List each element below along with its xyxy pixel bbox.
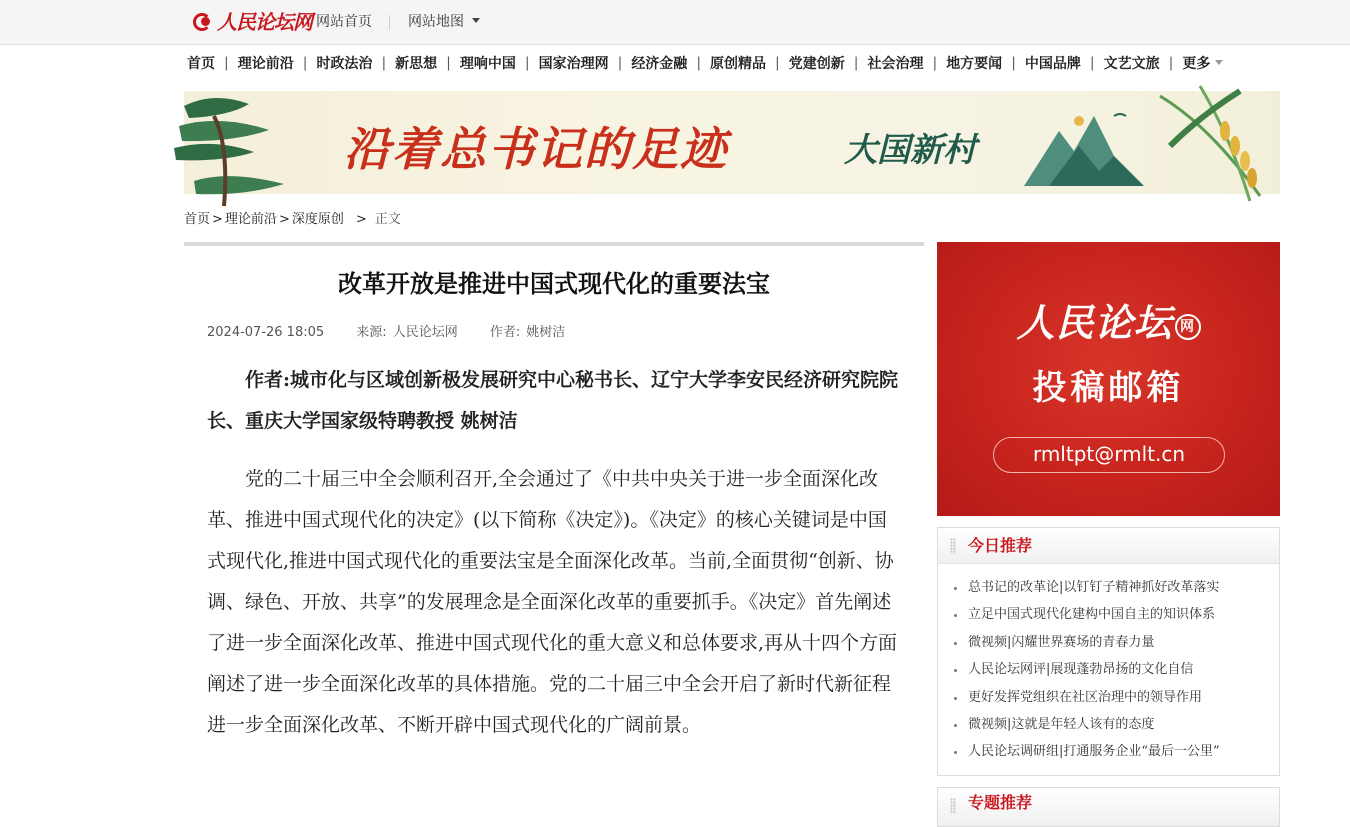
sitemap-label: 网站地图: [408, 14, 464, 30]
mailbox-title: 投稿邮箱: [1032, 368, 1185, 408]
banner-title: 沿着总书记的足迹: [344, 122, 728, 176]
mailbox-brand: [937, 292, 1280, 347]
sitemap-link[interactable]: [408, 0, 480, 45]
nav-separator: |: [932, 55, 938, 71]
site-logo[interactable]: [193, 9, 312, 35]
nav-more-label: 更多: [1182, 56, 1211, 72]
nav-item-lixiang-china[interactable]: 理响中国: [459, 56, 516, 72]
article-body: [184, 360, 924, 746]
mailbox-email[interactable]: rmltpt@rmlt.cn: [993, 437, 1225, 473]
article-top-divider: [184, 242, 924, 246]
nav-separator: |: [224, 55, 229, 71]
top-divider: [389, 15, 390, 30]
breadcrumb: [184, 208, 401, 227]
nav-separator: |: [524, 55, 530, 71]
list-item[interactable]: 人民论坛调研组|打通服务企业“最后一公里”: [952, 738, 1279, 765]
nav-item-party-building[interactable]: 党建创新: [788, 56, 845, 72]
breadcrumb-separator: >: [356, 212, 367, 227]
article: [184, 242, 924, 746]
today-recommend-panel: [937, 527, 1280, 776]
nav-item-politics-law[interactable]: 时政法治: [316, 56, 373, 72]
article-title: 改革开放是推进中国式现代化的重要法宝: [338, 269, 770, 298]
dots-icon: [950, 798, 956, 814]
nav-item-culture-tourism[interactable]: 文艺文旅: [1103, 56, 1160, 72]
pine-tree-icon: [174, 86, 304, 206]
article-source: 人民论坛网: [392, 325, 458, 340]
today-recommend-header: [938, 528, 1279, 564]
article-date: 2024-07-26 18:05: [207, 325, 325, 340]
breadcrumb-separator: >: [278, 212, 290, 227]
nav-item-social-governance[interactable]: 社会治理: [867, 56, 924, 72]
nav-separator: |: [381, 55, 387, 71]
source-label: 来源:: [356, 325, 387, 340]
list-item[interactable]: 人民论坛网评|展现蓬勃昂扬的文化自信: [952, 656, 1279, 683]
mountain-icon: [1019, 101, 1149, 191]
logo-text: 人民论坛网: [217, 10, 312, 34]
main-nav: [184, 50, 1226, 76]
chevron-down-icon: [1215, 60, 1223, 65]
nav-item-local-news[interactable]: 地方要闻: [946, 56, 1003, 72]
nav-separator: |: [446, 55, 451, 71]
nav-separator: |: [696, 55, 702, 71]
topic-recommend-panel: [937, 787, 1280, 827]
today-recommend-title: 今日推荐: [968, 536, 1033, 555]
nav-item-original[interactable]: 原创精品: [710, 56, 767, 72]
wheat-icon: [1140, 86, 1280, 201]
nav-separator: |: [302, 55, 308, 71]
list-item[interactable]: 总书记的改革论|以钉钉子精神抓好改革落实: [952, 574, 1279, 601]
nav-separator: |: [775, 55, 780, 71]
author-bio: 作者:城市化与区域创新极发展研究中心秘书长、辽宁大学李安民经济研究院院长、重庆大学国家级特聘教授 姚树洁: [207, 369, 899, 432]
breadcrumb-separator: >: [212, 212, 223, 227]
nav-item-home[interactable]: 首页: [187, 56, 215, 72]
feature-banner[interactable]: [184, 91, 1280, 194]
breadcrumb-original[interactable]: 深度原创: [291, 212, 344, 227]
nav-item-theory[interactable]: 理论前沿: [237, 56, 294, 72]
nav-item-more[interactable]: [1179, 53, 1226, 73]
nav-item-economy[interactable]: 经济金融: [631, 56, 688, 72]
banner-subtitle: 大国新村: [844, 130, 976, 169]
list-item[interactable]: 更好发挥党组织在社区治理中的领导作用: [952, 684, 1279, 711]
today-recommend-list: [938, 564, 1279, 766]
mailbox-brand-mark: 网: [1175, 314, 1201, 340]
nav-separator: |: [1168, 55, 1174, 71]
chevron-down-icon: [472, 18, 480, 23]
list-item[interactable]: 微视频|闪耀世界赛场的青春力量: [952, 629, 1279, 656]
dots-icon: [950, 538, 956, 554]
article-meta: [184, 321, 924, 340]
submission-mailbox-banner[interactable]: [937, 242, 1280, 516]
mailbox-brand-text: 人民论坛: [1016, 300, 1173, 345]
nav-item-china-brand[interactable]: 中国品牌: [1024, 56, 1081, 72]
article-author: 姚树洁: [526, 325, 566, 340]
nav-separator: |: [1089, 55, 1095, 71]
site-home-link[interactable]: 网站首页: [316, 14, 372, 30]
nav-item-governance[interactable]: 国家治理网: [538, 56, 609, 72]
top-bar: [0, 0, 1350, 45]
nav-separator: |: [1011, 55, 1016, 71]
topic-recommend-title: 专题推荐: [968, 793, 1033, 812]
article-paragraph: 党的二十届三中全会顺利召开,全会通过了《中共中央关于进一步全面深化改革、推进中国式现代化的决定》(以下简称《决定》)。《决定》的核心关键词是中国式现代化,推进中国式现代化的重要法宝是全面深化改革。当前,全面贯彻“创新、协调、绿色、开放、共享”的发展理念是全面深化改革的重要抓手。《决定》首先阐述了进一步全面深化改革、推进中国式现代化的重大意义和总体要求,再从十四个方面阐述了进一步全面深化改革的具体措施。党的二十届三中全会开启了新时代新征程进一步全面深化改革、不断开辟中国式现代化的广阔前景。: [207, 468, 898, 736]
breadcrumb-current: 正文: [374, 212, 401, 227]
breadcrumb-theory[interactable]: 理论前沿: [224, 212, 277, 227]
list-item[interactable]: 微视频|这就是年轻人该有的态度: [952, 711, 1279, 738]
nav-item-new-thought[interactable]: 新思想: [395, 56, 438, 72]
nav-separator: |: [853, 55, 859, 71]
logo-icon: [193, 11, 215, 33]
author-label: 作者:: [489, 325, 521, 340]
list-item[interactable]: 立足中国式现代化建构中国自主的知识体系: [952, 601, 1279, 628]
breadcrumb-home[interactable]: 首页: [184, 212, 211, 227]
nav-separator: |: [617, 55, 623, 71]
